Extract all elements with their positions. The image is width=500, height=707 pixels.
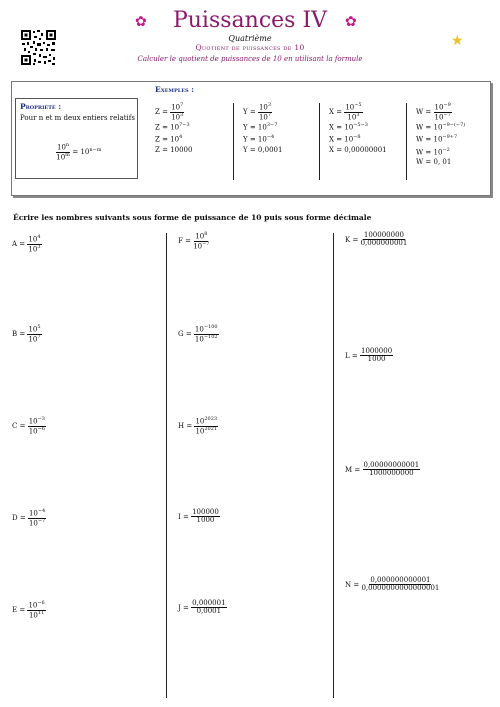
topic-label: Quotient de puissances de 10 — [195, 43, 305, 52]
exercise-f: F = $\frac{10^8}{10^{-7}}$ — [178, 231, 210, 250]
page-title: Puissances IV — [172, 8, 328, 33]
exercise-n: N = $\frac{0,000000000001}{0,0000000000000001}$ — [345, 576, 440, 593]
divider — [319, 103, 320, 180]
property-text: Pour n et m deux entiers relatifs — [20, 114, 135, 122]
exercise-c: C = $\frac{10^{-3}}{10^{-6}}$ — [12, 416, 45, 435]
level-label: Quatrième — [228, 34, 272, 43]
divider — [406, 103, 407, 180]
example-z: Z = $\frac{10^7}{10^3}$ $Z = 10^{7-3}$ $Z = 10^4$ Z = 10000 — [155, 102, 193, 154]
flower-icon: ✿ — [345, 14, 357, 30]
exercise-g: G = $\frac{10^{-100}}{10^{-102}}$ — [178, 324, 218, 343]
exercise-title: Écrire les nombres suivants sous forme de puissance de 10 puis sous forme décimale — [13, 213, 372, 222]
exercise-e: E = $\frac{10^{-6}}{10^{11}}$ — [12, 600, 45, 619]
exercise-b: B = $\frac{10^5}{10^7}$ — [12, 324, 41, 343]
exercise-j: J = $\frac{0,000001}{0,0001}$ — [178, 599, 226, 616]
divider — [333, 233, 334, 698]
divider — [233, 103, 234, 180]
example-y: Y = $\frac{10^3}{10^7}$ $Y = 10^{3-7}$ $Y = 10^{-4}$ Y = 0,0001 — [243, 102, 283, 154]
exercise-d: D = $\frac{10^{-4}}{10^{-7}}$ — [12, 508, 46, 527]
example-w: W = $\frac{10^{-9}}{10^{-7}}$ $W = 10^{-9-(-7)}$ $W = 10^{-9+7}$ $W = 10^{-2}$ W = 0, 01 — [416, 102, 466, 166]
property-formula: $\frac{10^n}{10^m}$ = $10^{n-m}$ — [56, 142, 102, 161]
exercise-m: M = $\frac{0,00000000001}{1000000000}$ — [345, 461, 420, 478]
example-x: X = $\frac{10^{-5}}{10^3}$ $X = 10^{-5-3}$ $X = 10^{-8}$ X = 0,00000001 — [329, 102, 387, 154]
instruction-text: Calculer le quotient de puissances de 10 en utilisant la formule — [137, 55, 363, 63]
exercise-h: H = $\frac{10^{2023}}{10^{2021}}$ — [178, 416, 218, 435]
property-title: Propriété : — [20, 102, 62, 111]
divider — [166, 233, 167, 698]
exercise-a: A = $\frac{10^4}{10^3}$ — [12, 234, 41, 253]
exercise-i: I = $\frac{100000}{1000}$ — [178, 508, 219, 525]
star-icon: ★ — [451, 33, 464, 49]
exercise-k: K = $\frac{100000000}{0,000000001}$ — [345, 231, 408, 248]
exercise-l: L = $\frac{1000000}{1000}$ — [345, 347, 393, 364]
examples-title: Exemples : — [155, 85, 195, 94]
flower-icon: ✿ — [135, 14, 147, 30]
